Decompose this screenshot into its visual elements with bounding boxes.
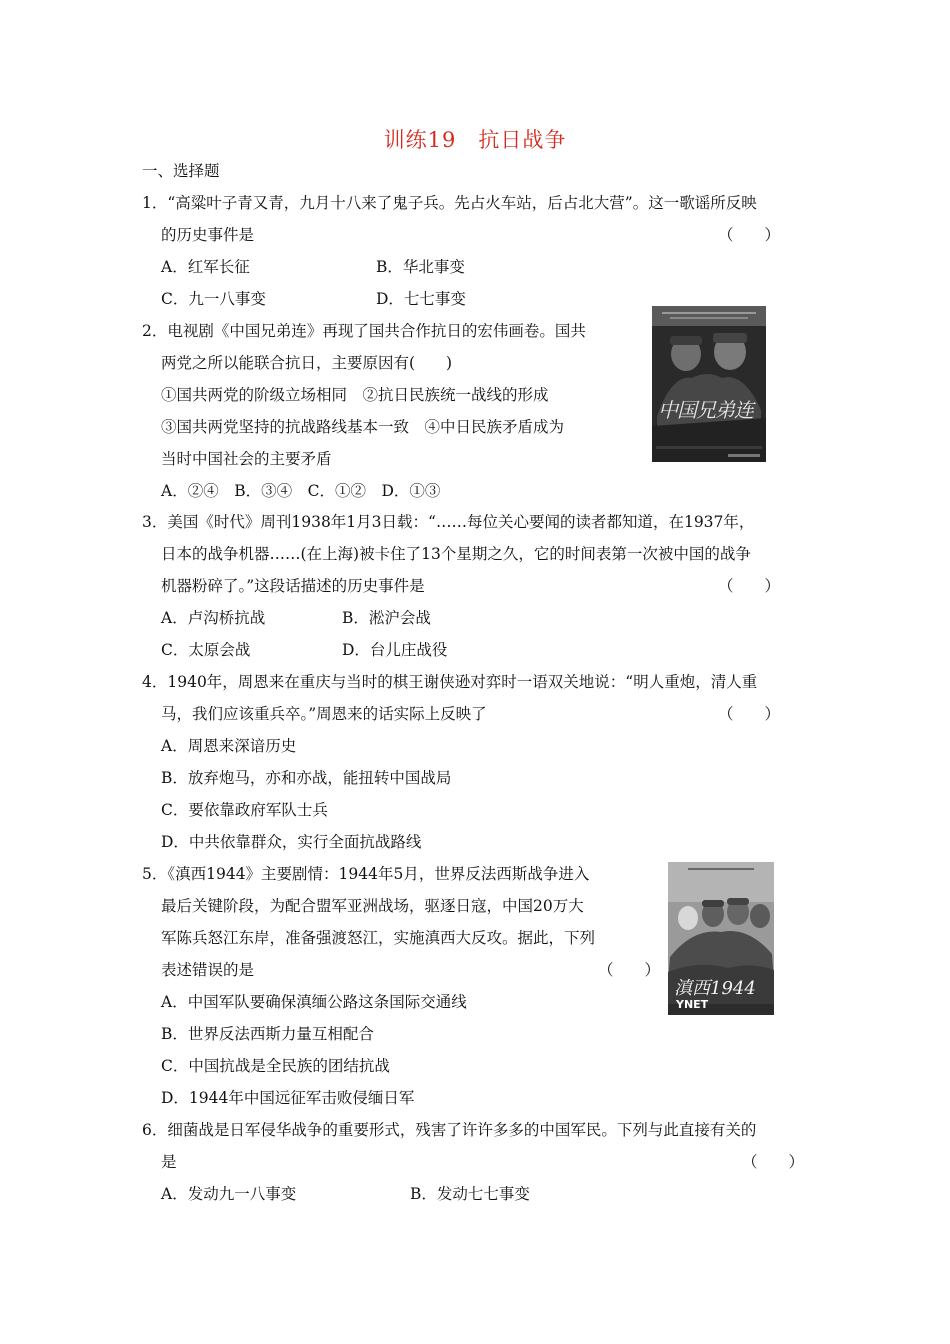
q3-stem-line: 3．美国《时代》周刊1938年1月3日载：“……每位关心要闻的读者都知道，在1937年， (142, 513, 755, 531)
poster-caption: 滇西1944 (674, 978, 756, 999)
q4-stem-line: 马，我们应该重兵卒。”周恩来的话实际上反映了 (161, 705, 487, 723)
q3-answer-paren: （ ） (718, 577, 781, 595)
section-heading: 一、选择题 (142, 162, 220, 180)
q4-option-c: C．要依靠政府军队士兵 (161, 801, 328, 819)
q5-stem-line: 军陈兵怒江东岸，准备强渡怒江，实施滇西大反攻。据此，下列 (161, 929, 596, 947)
q2-stem-line: 两党之所以能联合抗日，主要原因有( ) (161, 354, 453, 372)
q2-stem-line: 当时中国社会的主要矛盾 (161, 450, 332, 468)
q5-answer-paren: （ ） (598, 961, 661, 979)
q4-option-d: D．中共依靠群众，实行全面抗战路线 (161, 833, 422, 851)
q5-option-d: D．1944年中国远征军击败侵缅日军 (161, 1089, 415, 1107)
q1-stem-line: 的历史事件是 (161, 226, 255, 244)
q2-stem-line: ③国共两党坚持的抗战路线基本一致 ④中日民族矛盾成为 (161, 418, 565, 436)
q2-stem-line: 2．电视剧《中国兄弟连》再现了国共合作抗日的宏伟画卷。国共 (142, 322, 586, 340)
title-topic: 抗日战争 (478, 128, 567, 152)
page-title (0, 124, 950, 154)
q4-answer-paren: （ ） (718, 705, 781, 723)
q3-stem-line: 日本的战争机器……(在上海)被卡住了13个星期之久，它的时间表第一次被中国的战争 (161, 545, 751, 563)
q5-option-c: C．中国抗战是全民族的团结抗战 (161, 1057, 390, 1075)
q2-stem-line: ①国共两党的阶级立场相同 ②抗日民族统一战线的形成 (161, 386, 549, 404)
q1-option-c: C．九一八事变 (161, 290, 266, 308)
q4-option-b: B．放弃炮马，亦和亦战，能扭转中国战局 (161, 769, 452, 787)
poster-caption: 中国兄弟连 (658, 398, 753, 422)
q5-option-a: A．中国军队要确保滇缅公路这条国际交通线 (161, 993, 467, 1011)
q1-stem-line: 1．“高粱叶子青又青，九月十八来了鬼子兵。先占火车站，后占北大营”。这一歌谣所反映 (142, 194, 757, 212)
q3-stem-line: 机器粉碎了。”这段话描述的历史事件是 (161, 577, 425, 595)
q1-option-d: D．七七事变 (376, 290, 466, 308)
q4-stem-line: 4．1940年，周恩来在重庆与当时的棋王谢侠逊对弈时一语双关地说：“明人重炮，清人重 (142, 673, 758, 691)
poster-image (668, 862, 774, 1015)
q6-stem-line: 6．细菌战是日军侵华战争的重要形式，残害了许许多多的中国军民。下列与此直接有关的 (142, 1121, 757, 1139)
q3-option-c: C．太原会战 (161, 641, 251, 659)
q1-option-a: A．红军长征 (161, 258, 250, 276)
q3-option-b: B．淞沪会战 (342, 609, 431, 627)
poster-image (652, 306, 766, 462)
q5-stem-line: 表述错误的是 (161, 961, 255, 979)
q5-stem-line: 最后关键阶段，为配合盟军亚洲战场，驱逐日寇，中国20万大 (161, 897, 584, 915)
q6-answer-paren: （ ） (742, 1153, 805, 1171)
q6-option-a: A．发动九一八事变 (161, 1185, 297, 1203)
q2-options: A．②④ B．③④ C．①② D．①③ (161, 482, 441, 500)
q3-option-d: D．台儿庄战役 (342, 641, 448, 659)
q5-stem-line: 5．《滇西1944》主要剧情：1944年5月，世界反法西斯战争进入 (142, 865, 590, 883)
q6-stem-line: 是 (161, 1153, 177, 1171)
poster-badge: YNET (676, 998, 709, 1011)
q3-option-a: A．卢沟桥抗战 (161, 609, 266, 627)
title-label: 训练19 (383, 128, 457, 152)
q1-answer-paren: （ ） (718, 226, 781, 244)
q4-option-a: A．周恩来深谙历史 (161, 737, 297, 755)
q5-option-b: B．世界反法西斯力量互相配合 (161, 1025, 374, 1043)
q1-option-b: B．华北事变 (376, 258, 465, 276)
q6-option-b: B．发动七七事变 (410, 1185, 530, 1203)
